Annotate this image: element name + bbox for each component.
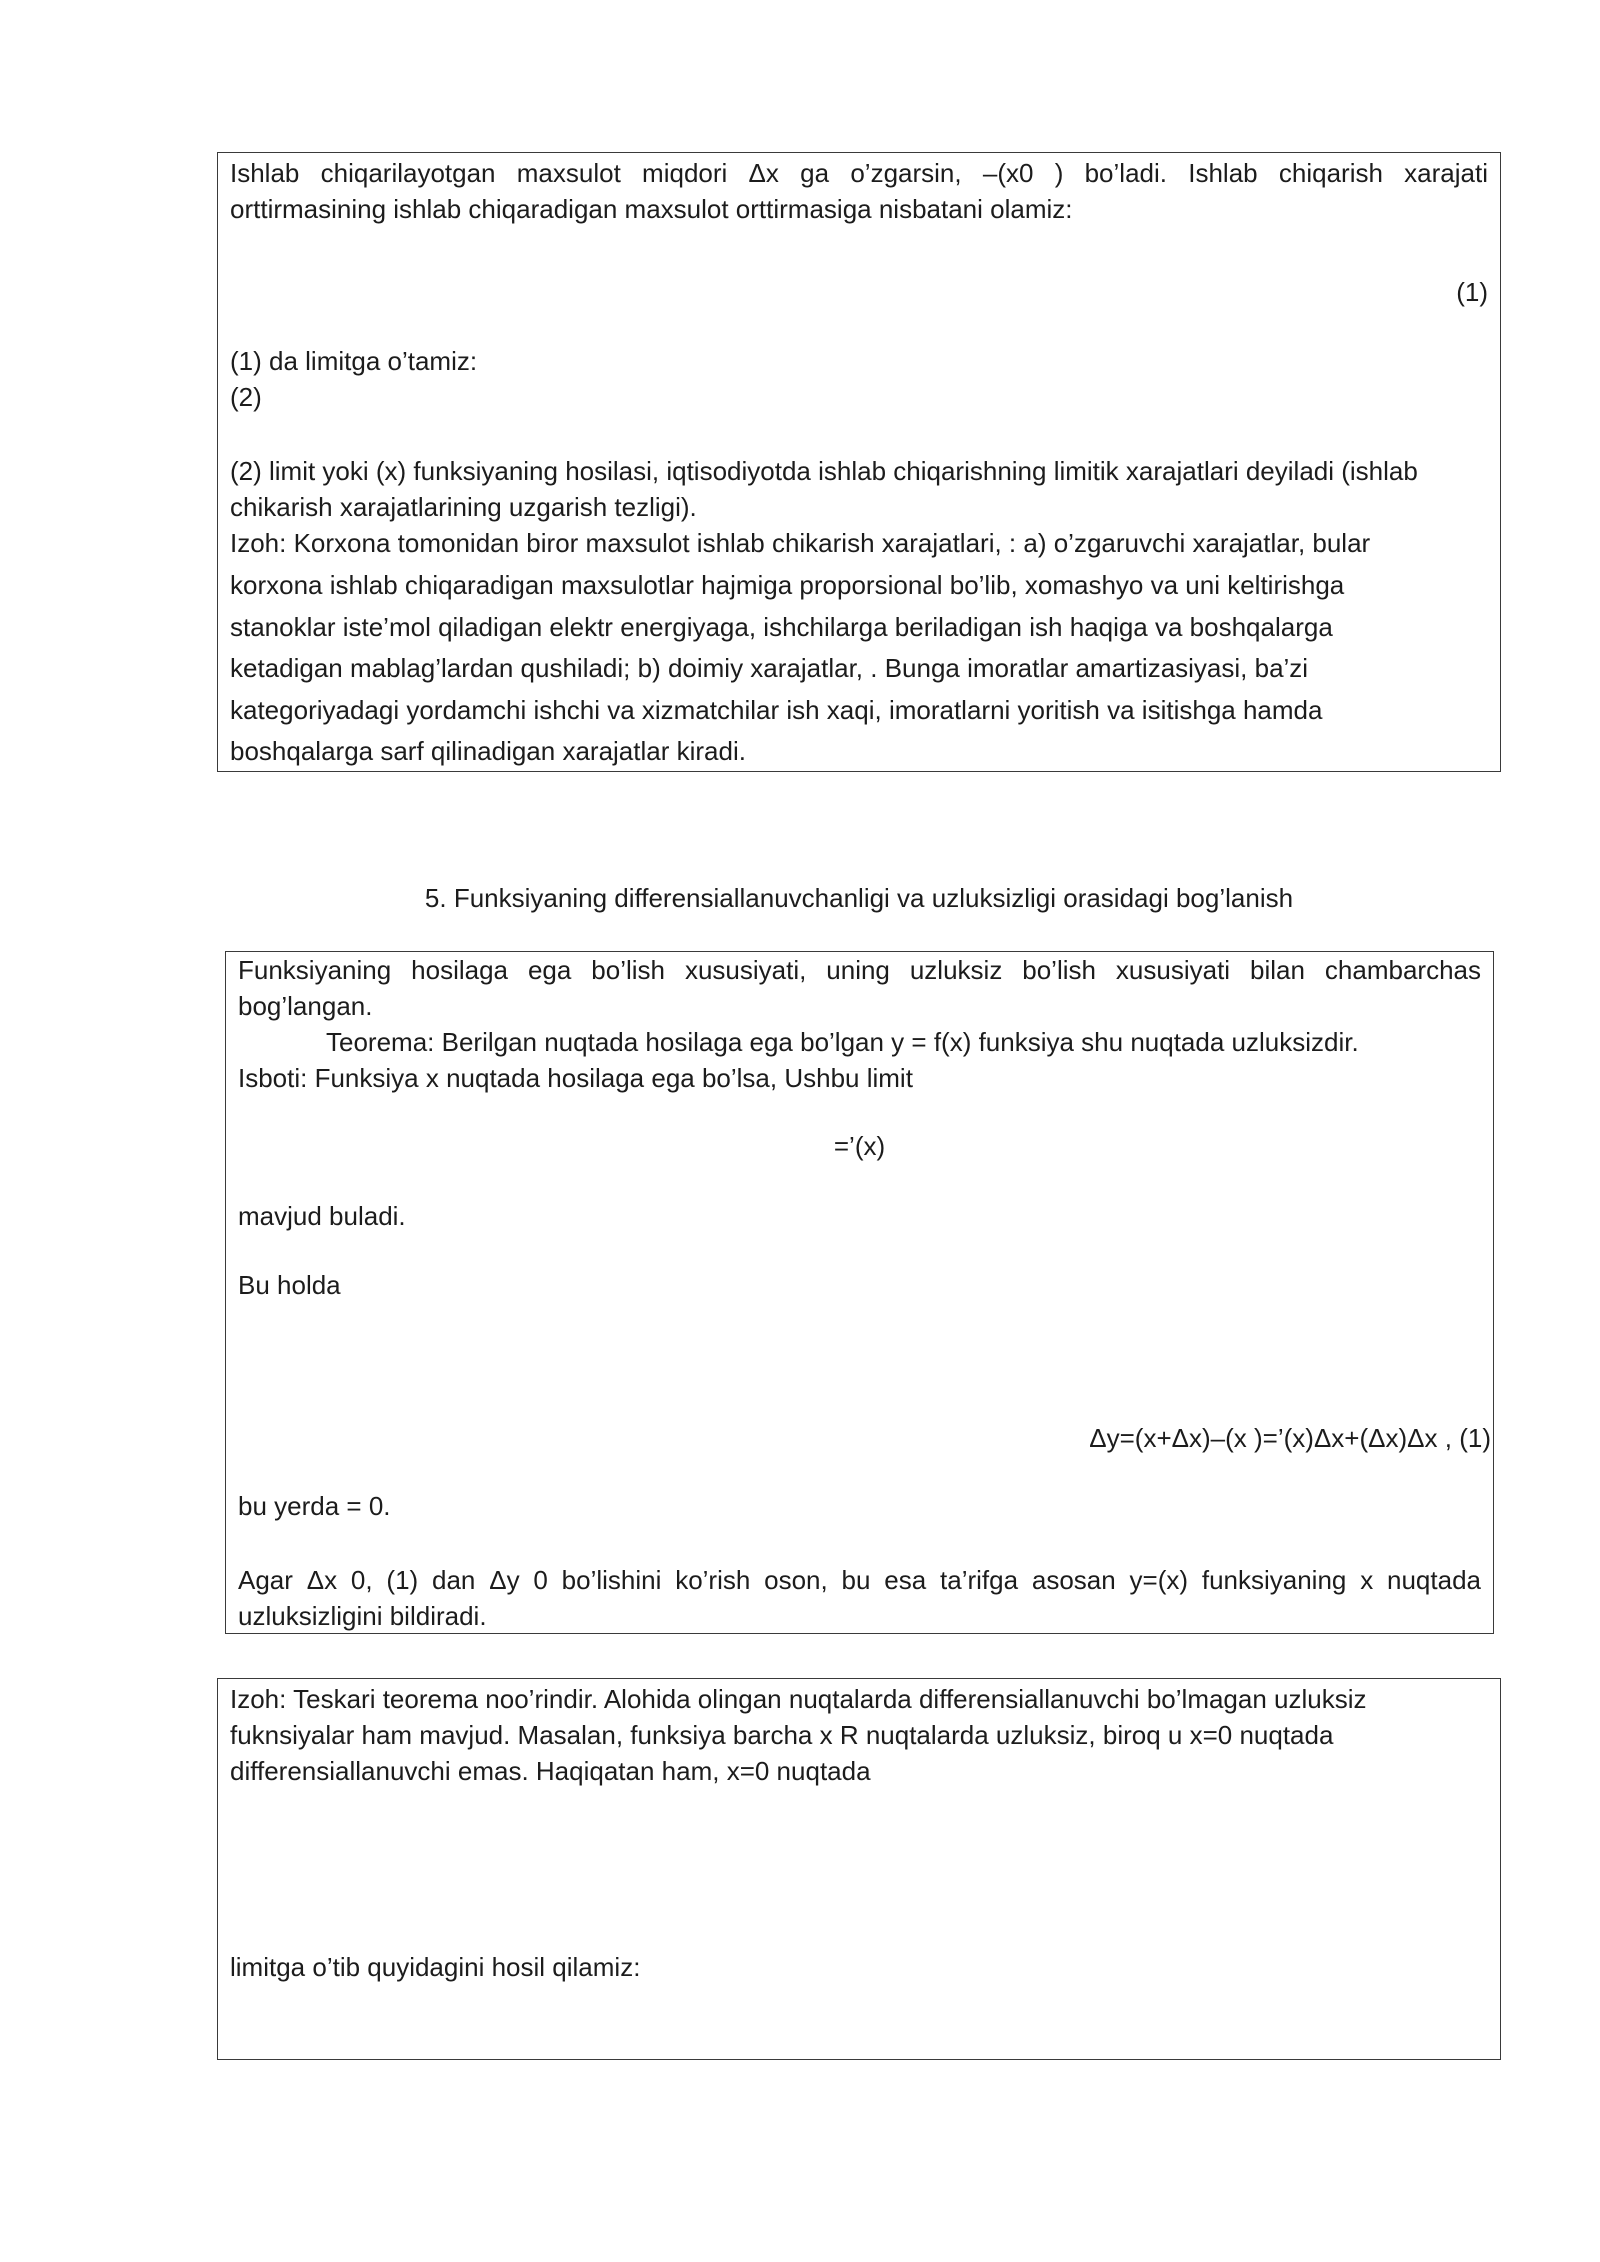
- theorem-statement: Teorema: Berilgan nuqtada hosilaga ega bo’lgan y = f(x) funksiya shu nuqtada uzluksizdir.: [326, 1027, 1359, 1057]
- text-line: (1) da limitga o’tamiz:: [230, 346, 478, 376]
- text-line: Bu holda: [238, 1270, 341, 1300]
- text-line: Izoh: Korxona tomonidan biror maxsulot ishlab chikarish xarajatlari, : a) o’zgaruvchi xarajatlar, bular: [230, 528, 1371, 558]
- text-line: Izoh: Teskari teorema noo’rindir. Alohida olingan nuqtalarda differensiallanuvchi bo’lmagan uzluksiz: [230, 1684, 1367, 1714]
- text-block-marginal-costs: [217, 152, 1501, 772]
- formula-line: =’(x): [833, 1131, 886, 1161]
- text-line: Funksiyaning hosilaga ega bo’lish xususiyati, uning uzluksiz bo’lish xususiyati bilan chambarchas: [238, 955, 1481, 985]
- section-heading: 5. Funksiyaning differensiallanuvchanligi va uzluksizligi orasidagi bog’lanish: [424, 883, 1294, 913]
- text-line: Isboti: Funksiya x nuqtada hosilaga ega bo’lsa, Ushbu limit: [238, 1063, 913, 1093]
- text-line: Ishlab chiqarilayotgan maxsulot miqdori Δx ga o’zgarsin, –(x0 ) bo’ladi. Ishlab chiqarish xarajati: [230, 158, 1488, 188]
- text-line: differensiallanuvchi emas. Haqiqatan ham, x=0 nuqtada: [230, 1756, 871, 1786]
- text-block-theorem: [225, 951, 1494, 1634]
- text-line: korxona ishlab chiqaradigan maxsulotlar hajmiga proporsional bo’lib, xomashyo va uni keltirishga: [230, 570, 1345, 600]
- equation-number: (2): [230, 382, 262, 412]
- text-line: Agar Δx 0, (1) dan Δy 0 bo’lishini ko’rish oson, bu esa ta’rifga asosan y=(x) funksiyaning x nuqtada: [238, 1565, 1481, 1595]
- text-line: uzluksizligini bildiradi.: [238, 1601, 487, 1631]
- text-line: orttirmasining ishlab chiqaradigan maxsulot orttirmasiga nisbatani olamiz:: [230, 194, 1073, 224]
- text-line: chikarish xarajatlarining uzgarish tezligi).: [230, 492, 697, 522]
- text-line: bog’langan.: [238, 991, 373, 1021]
- text-line: (2) limit yoki (x) funksiyaning hosilasi, iqtisodiyotda ishlab chiqarishning limitik xarajatlari deyiladi (ishlab: [230, 456, 1418, 486]
- text-line: kategoriyadagi yordamchi ishchi va xizmatchilar ish xaqi, imoratlarni yoritish va isitishga hamda: [230, 695, 1323, 725]
- text-line: limitga o’tib quyidagini hosil qilamiz:: [230, 1952, 641, 1982]
- text-line: stanoklar iste’mol qiladigan elektr energiyaga, ishchilarga beriladigan ish haqiga va boshqalarga: [230, 612, 1333, 642]
- formula-line: Δy=(x+Δx)–(x )=’(x)Δx+(Δx)Δx , (1): [1089, 1423, 1491, 1453]
- text-line: fuknsiyalar ham mavjud. Masalan, funksiya barcha x R nuqtalarda uzluksiz, biroq u x=0 nuqtada: [230, 1720, 1334, 1750]
- equation-number: (1): [1456, 277, 1488, 307]
- text-block-remark: [217, 1678, 1501, 2060]
- text-line: boshqalarga sarf qilinadigan xarajatlar kiradi.: [230, 736, 746, 766]
- text-line: bu yerda = 0.: [238, 1491, 391, 1521]
- text-line: mavjud buladi.: [238, 1201, 406, 1231]
- text-line: ketadigan mablag’lardan qushiladi; b) doimiy xarajatlar, . Bunga imoratlar amartizasiyasi, ba’zi: [230, 653, 1309, 683]
